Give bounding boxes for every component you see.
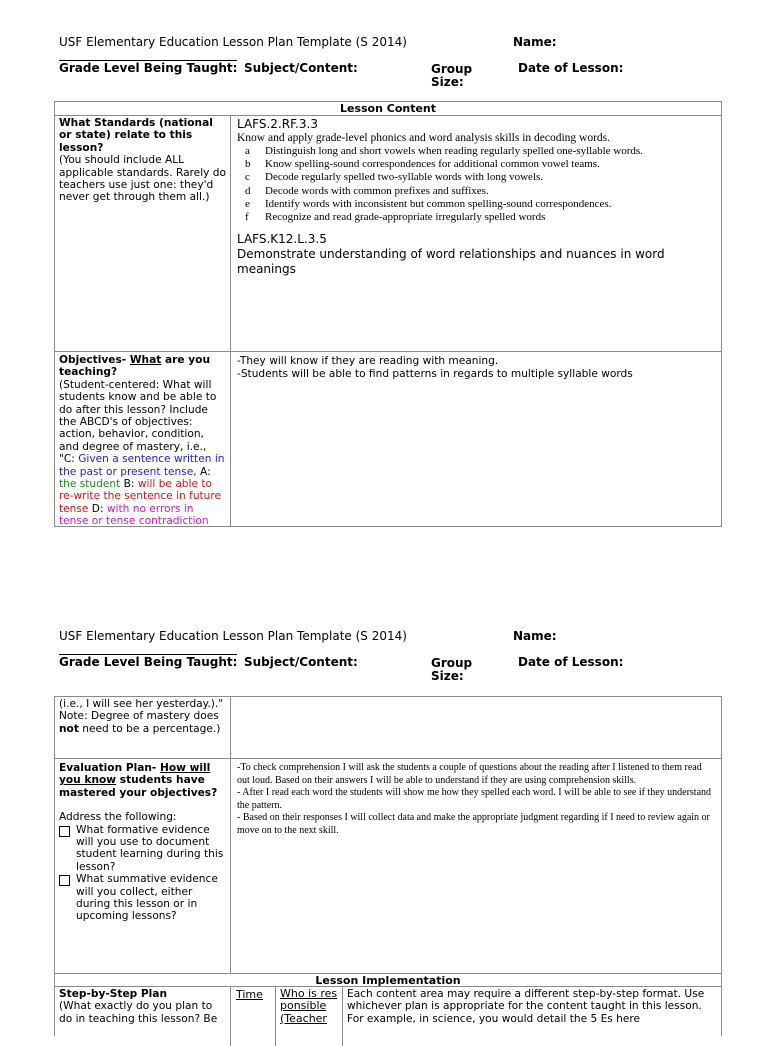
lesson-continued-table (54, 696, 722, 1036)
subject-label: Subject/Content: (244, 655, 358, 669)
evaluation-how: How will you know (59, 762, 211, 787)
name-label: Name: (513, 629, 557, 643)
template-title: USF Elementary Education Lesson Plan Template (S 2014) (59, 629, 407, 643)
objectives-answer-2: -Students will be able to find patterns in regards to multiple syllable words (237, 368, 633, 380)
evaluation-address: Address the following: (59, 811, 177, 824)
lesson-content-table (54, 101, 722, 527)
date-label: Date of Lesson: (518, 655, 624, 669)
standards-question (55, 116, 231, 351)
objectives-example (59, 453, 226, 527)
objectives-continued (55, 697, 231, 758)
lesson-content-caption: Lesson Content (339, 102, 437, 115)
grade-level-label: Grade Level Being Taught: (59, 655, 238, 669)
standard-item (237, 211, 716, 224)
template-title: USF Elementary Education Lesson Plan Template (S 2014) (59, 35, 407, 49)
evaluation-answer (232, 759, 721, 973)
example-d-label: D: (88, 502, 107, 515)
objectives-answer-1: -They will know if they are reading with meaning. (237, 355, 499, 367)
size-label: Size: (431, 75, 464, 89)
implementation-caption: Lesson Implementation (315, 974, 461, 987)
objectives-question-title (59, 354, 226, 379)
summative-question: What summative evidence will you collect, either during this lesson or in upcoming lessons? (76, 873, 218, 923)
grade-level-label: Grade Level Being Taught: (59, 61, 238, 75)
evaluation-answer-3: - Based on their responses I will collect data and make the appropriate judgment regarding if I need to review again or move on to the next skill. (237, 812, 710, 836)
name-label: Name: (513, 35, 557, 49)
step-by-step-question (55, 987, 231, 1046)
example-c-text: Given a sentence written in the past or present tense, (59, 453, 225, 478)
subject-label: Subject/Content: (244, 61, 358, 75)
item-text: Decode words with common prefixes and suffixes. (265, 184, 489, 197)
objectives-continued-row (55, 696, 721, 758)
item-text: Distinguish long and short vowels when reading regularly spelled one-syllable words. (265, 145, 643, 157)
standards-question-title: What Standards (national or state) relate to this lesson? (59, 117, 213, 154)
objectives-continued-line-1: (i.e., I will see her yesterday.)." (59, 698, 224, 710)
item-letter: c (245, 171, 250, 184)
standard-items (237, 145, 716, 224)
item-letter: e (245, 197, 250, 210)
standard-item (237, 198, 716, 211)
step-by-step-note: (What exactly do you plan to do in teaching this lesson? Be (59, 1000, 218, 1025)
standard-item (237, 185, 716, 198)
objectives-question (55, 352, 231, 526)
standard-desc-2: Demonstrate understanding of word relationships and nuances in word meanings (237, 247, 665, 277)
standard-desc-1: Know and apply grade-level phonics and word analysis skills in decoding words. (237, 132, 611, 144)
step-by-step-row (55, 986, 721, 1046)
item-letter: f (245, 211, 249, 224)
time-header: Time (236, 988, 263, 1001)
item-letter: a (245, 145, 250, 157)
example-d-text: with no errors in tense or tense contradiction (59, 502, 209, 528)
objectives-what: What (129, 354, 162, 366)
size-label: Size: (431, 669, 464, 683)
example-b-label: B: (120, 478, 138, 491)
checkbox-icon[interactable] (59, 826, 70, 837)
step-by-step-title: Step-by-Step Plan (59, 988, 167, 1000)
evaluation-rest: students have mastered your objectives? (59, 774, 218, 799)
item-text: Recognize and read grade-appropriate irregularly spelled words (265, 211, 546, 224)
item-text: Identify words with inconsistent but common spelling-sound correspondences. (265, 197, 612, 210)
item-text: Decode regularly spelled two-syllable words with long vowels. (265, 171, 543, 184)
formative-checkbox-item (59, 824, 226, 874)
objectives-continued-line-2 (59, 710, 226, 735)
item-text: Know spelling-sound correspondences for additional common vowel teams. (265, 158, 600, 171)
objectives-row (55, 351, 721, 526)
evaluation-question (55, 759, 231, 973)
implementation-note: Each content area may require a different step-by-step format. Use whichever plan is appropriate for the content taught in this lesson. For example, in science, you would detail the 5 Es here (347, 988, 705, 1025)
evaluation-answer-2: - After I read each word the students will show me how they spelled each word. I will be able to see if they understand the pattern. (237, 787, 712, 811)
evaluation-answer-1: -To check comprehension I will ask the students a couple of questions about the reading after I listened to them read out loud. Based on their answers I will be able to understand if they are using comprehension skills. (237, 762, 702, 786)
evaluation-lead: Evaluation Plan- (59, 762, 160, 774)
item-letter: b (245, 158, 251, 171)
standard-code-1: LAFS.2.RF.3.3 (237, 117, 318, 131)
objectives-note: (Student-centered: What will students know and be able to do after this lesson? Include the ABCD's of objectives: action, behavior, condition, and degree of mastery, i.e., (59, 378, 217, 453)
standards-question-note: (You should include ALL applicable standards. Rarely do teachers use just one: they'd never get through them all.) (59, 154, 226, 204)
time-column (232, 987, 276, 1046)
who-header: Who is responsible (Teacher (280, 987, 338, 1025)
mastery-note-a: Note: Degree of mastery does (59, 710, 219, 723)
example-a-label: A: (200, 465, 211, 478)
example-c-label: "C: (59, 453, 79, 466)
standard-code-2: LAFS.K12.L.3.5 (237, 232, 327, 247)
objectives-continued-answer (232, 697, 721, 758)
objectives-lead: Objectives- (59, 354, 130, 366)
example-b-text: will be able to re-write the sentence in future tense (59, 478, 222, 515)
item-letter: d (245, 184, 251, 197)
page-2 (0, 594, 768, 1024)
mastery-note-b: need to be a percentage.) (78, 722, 221, 735)
summative-checkbox-item (59, 873, 226, 923)
formative-question: What formative evidence will you use to document student learning during this lesson? (76, 823, 224, 873)
objectives-answer (232, 352, 721, 526)
date-label: Date of Lesson: (518, 61, 624, 75)
evaluation-row (55, 758, 721, 973)
mastery-note-not: not (59, 722, 79, 735)
who-column (276, 987, 343, 1046)
standard-item (237, 158, 716, 171)
standards-row (55, 115, 721, 351)
standard-item (237, 171, 716, 184)
standard-item (237, 145, 716, 158)
implementation-caption-row (55, 973, 721, 987)
standards-answer (232, 116, 721, 351)
group-label: Group (431, 62, 473, 76)
objectives-rest: are you teaching? (59, 354, 210, 379)
example-a-text: the student (59, 478, 121, 491)
evaluation-question-title (59, 762, 226, 799)
group-label: Group (431, 656, 473, 670)
checkbox-icon[interactable] (59, 875, 70, 886)
